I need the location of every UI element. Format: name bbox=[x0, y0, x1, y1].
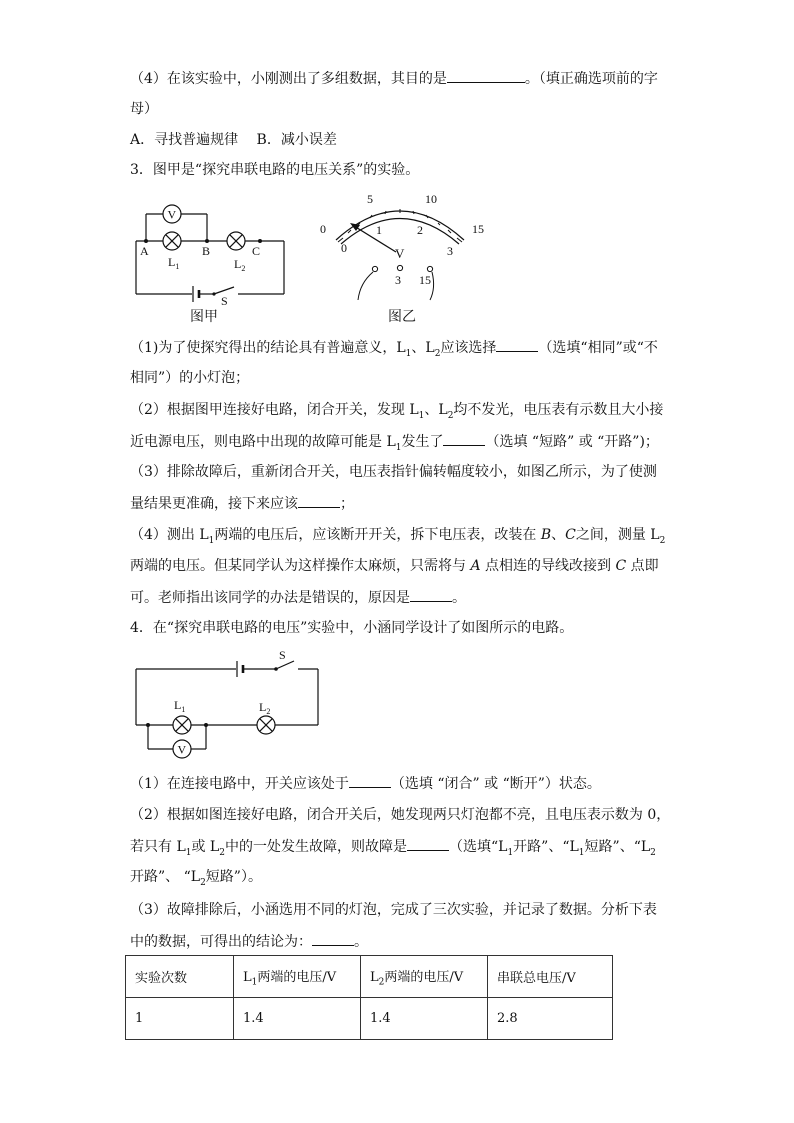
answer-blank[interactable] bbox=[312, 931, 354, 946]
upper-scale-5: 5 bbox=[367, 192, 373, 206]
q3-p3-line2: 量结果更准确，接下来应该 ； bbox=[130, 493, 354, 514]
table-cell: 1.4 bbox=[361, 998, 488, 1040]
q2-4-line1: （4）在该实验中，小刚测出了多组数据，其目的是 。（填正确选项前的字 bbox=[130, 68, 658, 89]
terminal-3: 3 bbox=[395, 273, 401, 287]
lamp-l1-label: $L_1$ bbox=[168, 255, 180, 271]
table-header-row bbox=[126, 956, 613, 998]
figure-b-caption: 图乙 bbox=[388, 310, 416, 325]
q4-p2-line3: 开路”、 “$L_2$短路”）。 bbox=[130, 869, 262, 888]
answer-blank[interactable] bbox=[410, 587, 452, 602]
answer-blank[interactable] bbox=[443, 431, 485, 446]
q4-p1: （1）在连接电路中，开关应该处于 （选填 “闭合” 或 “断开”）状态。 bbox=[130, 773, 601, 794]
upper-scale-15: 15 bbox=[472, 222, 484, 236]
switch-label: S bbox=[279, 648, 286, 662]
q3-p4-line3: 可。老师指出该同学的办法是错误的，原因是 。 bbox=[130, 587, 466, 608]
q2-4-line2: 母） bbox=[130, 101, 158, 117]
switch-label: S bbox=[221, 294, 228, 308]
figure-b-voltmeter-dial bbox=[310, 188, 495, 328]
lamp-l2-label: $L_2$ bbox=[259, 700, 271, 716]
table-header-cell: 串联总电压/V bbox=[488, 956, 613, 998]
upper-scale-0: 0 bbox=[320, 222, 326, 236]
q4-p2-line2: 若只有 $L_1$或 $L_2$中的一处发生故障，则故障是 （选填“$L_1$开路”、“$L_1$短路”、“$L_2$ bbox=[130, 836, 656, 863]
q3-p1-line2: 相同”）的小灯泡； bbox=[130, 370, 250, 386]
figure-a-caption: 图甲 bbox=[190, 310, 218, 325]
point-c-label: C bbox=[252, 244, 261, 258]
q3-p4-line1: （4）测出 $L_1$两端的电压后，应该断开开关，拆下电压表，改装在 B、C之间，测量 $L_2$ bbox=[130, 527, 666, 546]
q3-p2-line2: 近电源电压，则电路中出现的故障可能是 $L_1$发生了 （选填 “短路” 或 “开路”)； bbox=[130, 431, 659, 458]
lower-scale-2: 2 bbox=[417, 223, 423, 237]
answer-blank[interactable] bbox=[407, 836, 449, 851]
q4-p3-line2: 中的数据，可得出的结论为： 。 bbox=[130, 931, 368, 952]
voltmeter-label: V bbox=[177, 742, 187, 757]
answer-blank[interactable] bbox=[349, 773, 391, 788]
q3-p2-line1: （2）根据图甲连接好电路，闭合开关，发现 $L_1$、$L_2$均不发光，电压表有示数且大小接 bbox=[130, 402, 664, 421]
table-row bbox=[126, 998, 613, 1040]
q3-p1-line1: （1)为了使探究得出的结论具有普遍意义，$L_1$、$L_2$应该选择 （选填“相同”或“不 bbox=[130, 337, 658, 364]
table-header-cell: 实验次数 bbox=[126, 956, 234, 998]
voltmeter-label: V bbox=[167, 207, 177, 222]
q4-p3-line1: （3）故障排除后，小涵选用不同的灯泡，完成了三次实验，并记录了数据。分析下表 bbox=[130, 902, 657, 918]
point-a-label: A bbox=[140, 244, 149, 258]
table-cell: 2.8 bbox=[488, 998, 613, 1040]
answer-blank[interactable] bbox=[298, 493, 340, 508]
q3-p4-line2: 两端的电压。但某同学认为这样操作太麻烦，只需将与 A 点相连的导线改接到 C 点即 bbox=[130, 558, 659, 574]
table-cell: 1.4 bbox=[234, 998, 361, 1040]
upper-scale-10: 10 bbox=[425, 192, 437, 206]
table-header-cell: $L_1$两端的电压/V bbox=[234, 956, 361, 998]
lamp-l2-label: $L_2$ bbox=[234, 257, 246, 273]
lamp-l1-label: $L_1$ bbox=[174, 698, 186, 714]
q4-p2-line1: （2）根据如图连接好电路，闭合开关后，她发现两只灯泡都不亮，且电压表示数为 0， bbox=[130, 807, 671, 823]
point-b-label: B bbox=[202, 244, 211, 258]
lower-scale-0: 0 bbox=[341, 241, 347, 255]
table-header-cell: $L_2$两端的电压/V bbox=[361, 956, 488, 998]
figure-a-circuit bbox=[126, 194, 296, 329]
lower-scale-3: 3 bbox=[447, 244, 453, 258]
q2-4-options: A．寻找普遍规律 B．减小误差 bbox=[130, 132, 337, 148]
lower-scale-1: 1 bbox=[376, 223, 382, 237]
terminal-15: 15 bbox=[419, 273, 431, 287]
q3-title: 3．图甲是“探究串联电路的电压关系”的实验。 bbox=[130, 162, 420, 178]
table-cell: 1 bbox=[126, 998, 234, 1040]
q3-p3-line1: （3）排除故障后，重新闭合开关，电压表指针偏转幅度较小，如图乙所示，为了使测 bbox=[130, 464, 657, 480]
answer-blank[interactable] bbox=[447, 68, 525, 83]
answer-blank[interactable] bbox=[496, 337, 538, 352]
unit-v-label: V bbox=[395, 246, 405, 261]
q4-title: 4．在“探究串联电路的电压”实验中，小涵同学设计了如图所示的电路。 bbox=[130, 620, 574, 636]
data-table bbox=[125, 955, 613, 1040]
q4-circuit-diagram bbox=[126, 645, 326, 760]
